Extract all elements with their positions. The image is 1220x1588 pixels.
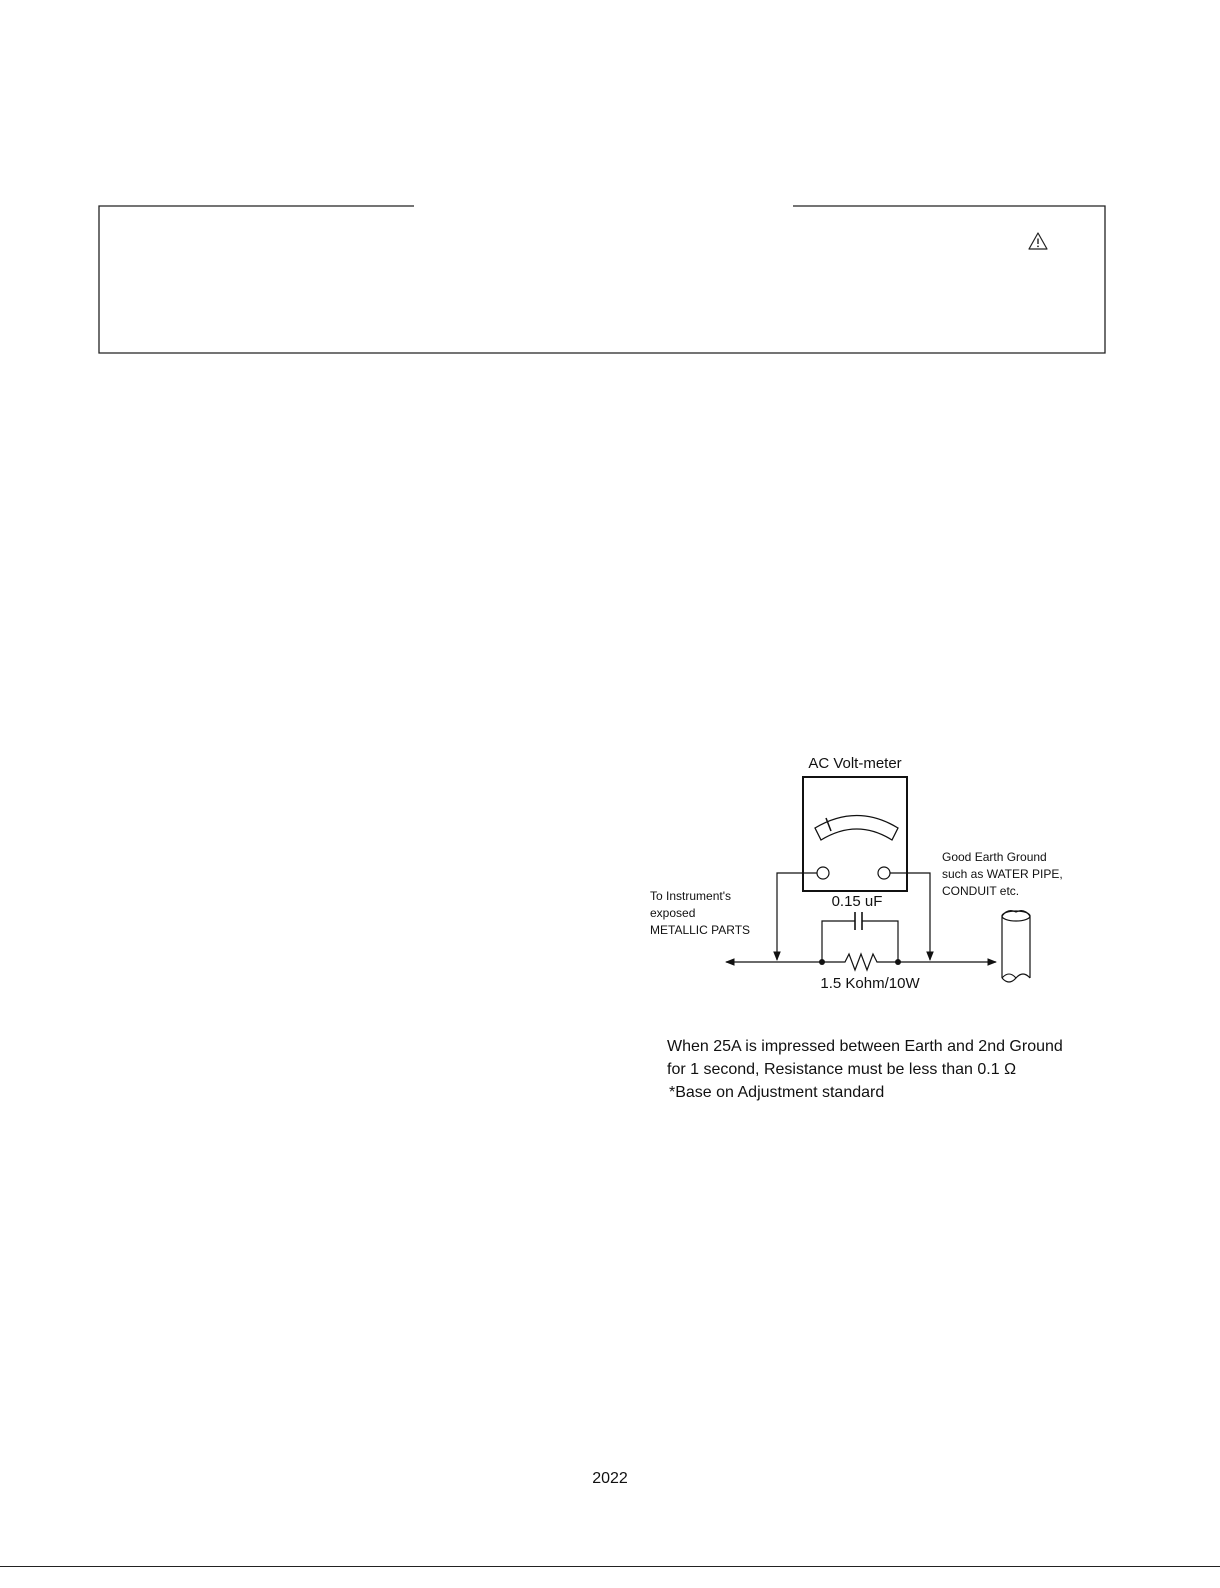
water-pipe-icon	[1002, 911, 1030, 982]
right-probe-lead	[890, 873, 930, 960]
capacitor-label: 0.15 uF	[831, 893, 883, 910]
earth-ground-label-line: such as WATER PIPE,	[942, 867, 1063, 881]
meter-terminal-right	[878, 867, 890, 879]
instrument-label	[650, 889, 750, 937]
resistor-symbol	[822, 954, 898, 970]
left-probe-lead	[777, 873, 817, 960]
resistor-label: 1.5 Kohm/10W	[820, 975, 920, 992]
earth-ground-label	[942, 850, 1066, 898]
resistance-note-line: When 25A is impressed between Earth and 2nd Ground	[667, 1038, 1063, 1055]
resistance-note-line: *Base on Adjustment standard	[669, 1084, 885, 1101]
page-number: 2022	[592, 1470, 628, 1487]
instrument-label-line: exposed	[650, 906, 696, 920]
meter-title: AC Volt-meter	[808, 755, 902, 772]
resistance-note	[667, 1038, 1067, 1101]
earth-ground-label-line: CONDUIT etc.	[942, 884, 1020, 898]
meter-scale	[815, 816, 898, 841]
instrument-label-line: To Instrument's	[650, 889, 731, 903]
bottom-rule	[0, 1566, 1220, 1567]
meter-terminal-left	[817, 867, 829, 879]
earth-ground-label-line: Good Earth Ground	[942, 850, 1047, 864]
resistance-note-line: for 1 second, Resistance must be less than 0.1 Ω	[667, 1061, 1017, 1078]
capacitor-branch-right	[862, 921, 898, 962]
instrument-label-line: METALLIC PARTS	[650, 923, 751, 937]
